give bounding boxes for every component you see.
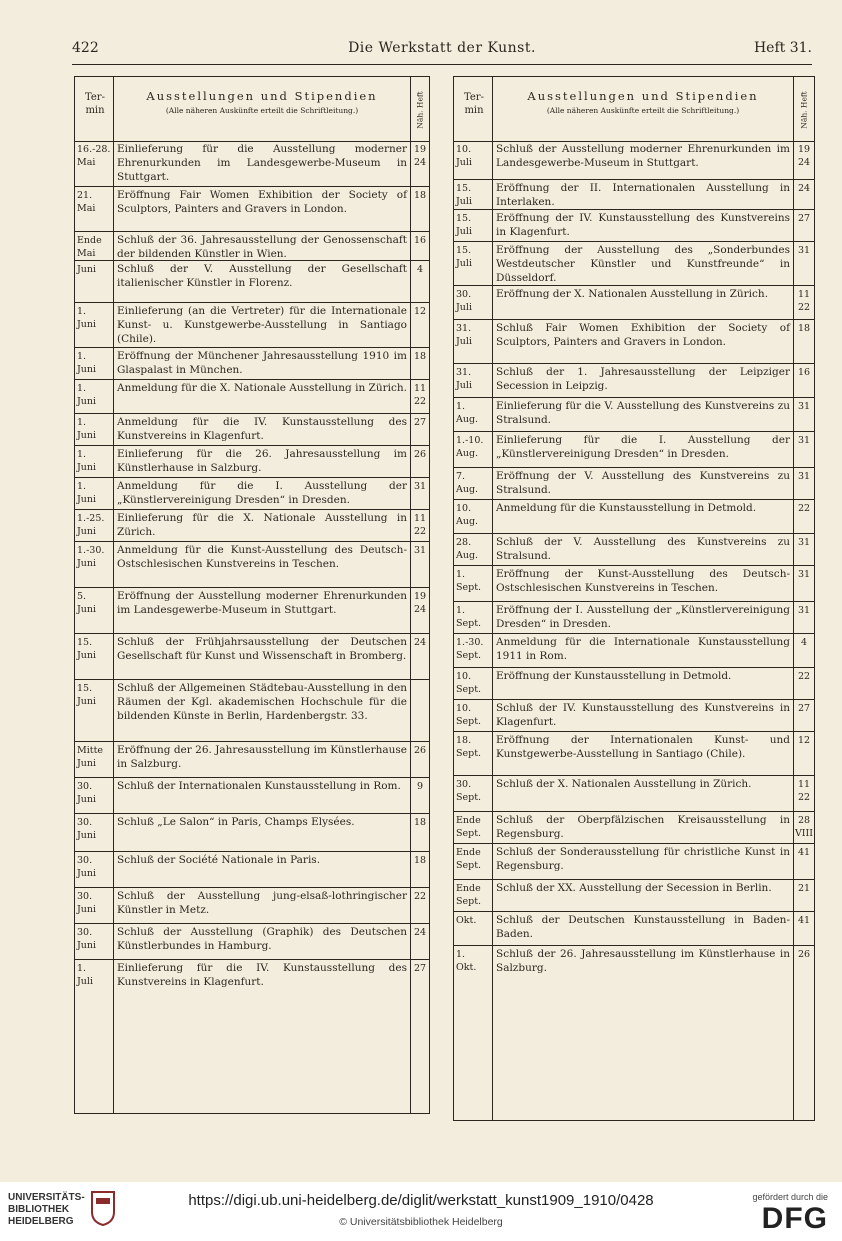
table-row [454,731,814,776]
row-term: 10. Sept. [456,703,482,727]
row-term: 30. Juni [77,781,97,805]
row-description: Schluß der V. Ausstellung der Gesellschaft italienischer Künstler in Florenz. [117,263,407,289]
row-description: Eröffnung der Ausstellung des „Sonderbundes Westdeutscher Künstler und Kunstfreunde“ in Düsseldorf. [496,244,790,284]
row-term: 1. Juni [77,306,97,330]
row-issue-refs: 24 [413,637,427,648]
table-row [75,302,429,348]
row-term: 1. Juni [77,351,97,375]
row-term: Juni [77,264,97,275]
row-description: Eröffnung Fair Women Exhibition der Society of Sculptors, Painters and Gravers in London. [117,189,407,215]
row-term: 1.-25. Juni [77,513,105,537]
row-description: Eröffnung der Kunstausstellung in Detmold. [496,670,732,682]
row-description: Eröffnung der Internationalen Kunst- und Kunstgewerbe-Ausstellung in Santiago (Chile). [496,734,790,760]
table-row [454,363,814,398]
copyright-text: © Universitätsbibliothek Heidelberg [339,1216,503,1228]
row-description: Eröffnung der X. Nationalen Ausstellung in Zürich. [496,288,769,300]
table-row [75,851,429,888]
table-row [75,477,429,510]
row-description: Einlieferung für die I. Ausstellung der „Künstlervereinigung Dresden“ in Dresden. [496,434,790,460]
row-term: 15. Juli [456,213,473,237]
row-issue-refs: 31 [797,569,811,580]
row-description: Schluß der 1. Jahresausstellung der Leipziger Secession in Leipzig. [496,366,790,392]
row-term: 31. Juli [456,367,473,391]
row-description: Einlieferung für die Ausstellung moderner Ehrenurkunden im Landesgewerbe-Museum in Stuttgart. [117,143,407,183]
row-term: 1. Sept. [456,605,482,629]
row-description: Schluß der 26. Jahresausstellung im Künstlerhause in Salzburg. [496,948,790,974]
row-issue-refs: 31 [797,471,811,482]
row-description: Eröffnung der 26. Jahresausstellung im Künstlerhause in Salzburg. [117,744,407,770]
row-description: Anmeldung für die Kunstausstellung in Detmold. [496,502,757,514]
table-row [75,587,429,634]
row-term: 15. Juli [456,183,473,207]
row-term: 30. Sept. [456,779,482,803]
header-issue-label: Näh. Heft [415,91,425,129]
footer-bar [0,1182,842,1241]
table-row [75,923,429,960]
row-issue-refs: 24 [413,927,427,938]
table-row [454,241,814,286]
row-term: 7. Aug. [456,471,479,495]
row-term: 1. Juni [77,417,97,441]
exhibitions-table-left [74,76,430,1114]
row-description: Eröffnung der V. Ausstellung des Kunstvereins zu Stralsund. [496,470,790,496]
table-row [75,541,429,588]
row-term: Okt. [456,915,477,926]
table-row [454,499,814,534]
table-row [75,887,429,924]
row-description: Anmeldung für die X. Nationale Ausstellung in Zürich. [117,382,407,394]
row-issue-refs: 31 [797,605,811,616]
row-description: Schluß der Ausstellung (Graphik) des Deutschen Künstlerbundes in Hamburg. [117,926,407,952]
header-title-block [494,89,792,115]
row-description: Schluß der Internationalen Kunstausstellung in Rom. [117,780,401,792]
header-term: Ter- min [85,92,105,116]
header-note: (Alle näheren Auskünfte erteilt die Schriftleitung.) [165,106,359,115]
table-row [75,379,429,414]
row-term: 1. Juni [77,481,97,505]
row-term: 1. Okt. [456,949,477,973]
row-issue-refs: 4 [416,264,424,275]
table-row [75,679,429,742]
table-row [75,141,429,186]
table-row [454,633,814,668]
row-issue-refs: 26 [413,449,427,460]
row-term: 15. Juni [77,683,97,707]
row-description: Schluß der IV. Kunstausstellung des Kunstvereins in Klagenfurt. [496,702,790,728]
row-description: Anmeldung für die I. Ausstellung der „Künstlervereinigung Dresden“ in Dresden. [117,480,407,506]
row-description: Schluß der Société Nationale in Paris. [117,854,321,866]
row-issue-refs: 16 [413,235,427,246]
table-row [75,186,429,232]
row-description: Schluß der V. Ausstellung des Kunstvereins zu Stralsund. [496,536,790,562]
row-issue-refs: 41 [797,847,811,858]
row-issue-refs: 31 [797,435,811,446]
row-issue-refs: 4 [800,637,808,648]
row-term: 15. Juni [77,637,97,661]
row-term: 1. Sept. [456,569,482,593]
row-description: Anmeldung für die Internationale Kunstausstellung 1911 in Rom. [496,636,790,662]
row-description: Anmeldung für die Kunst-Ausstellung des Deutsch-Ostschlesischen Kunstvereins in Teschen. [117,544,407,570]
header-term: Ter- min [464,92,484,116]
row-issue-refs: 12 [413,306,427,317]
row-term: 1. Aug. [456,401,479,425]
row-term: Ende Sept. [456,815,482,839]
header-issue-col [411,83,429,137]
table-row [454,397,814,432]
row-term: 10. Aug. [456,503,479,527]
row-issue-refs: 31 [413,481,427,492]
row-issue-refs: 27 [797,213,811,224]
table-row [454,601,814,634]
row-description: Schluß der Allgemeinen Städtebau-Ausstellung in den Räumen der Kgl. akademischen Hochschule für die bildenden Künste in Berlin, Hardenbergstr. 33. [117,682,407,722]
row-term: 1. Juni [77,449,97,473]
row-issue-refs: 11 22 [413,383,427,407]
row-description: Eröffnung der Ausstellung moderner Ehrenurkunden im Landesgewerbe-Museum in Stuttgart. [117,590,407,616]
table-row [454,775,814,812]
row-description: Eröffnung der Kunst-Ausstellung des Deutsch-Ostschlesischen Kunstvereins in Teschen. [496,568,790,594]
header-issue-col [795,83,813,137]
row-description: Schluß der Ausstellung moderner Ehrenurkunden im Landesgewerbe-Museum in Stuttgart. [496,143,790,169]
row-issue-refs: 26 [413,745,427,756]
row-issue-refs: 31 [413,545,427,556]
row-issue-refs: 9 [416,781,424,792]
row-issue-refs: 16 [797,367,811,378]
row-description: Schluß der Frühjahrsausstellung der Deutschen Gesellschaft für Kunst und Wissenschaft in Bromberg. [117,636,407,662]
row-description: Einlieferung (an die Vertreter) für die Internationale Kunst- u. Kunstgewerbe-Ausstellung in Santiago (Chile). [117,305,407,345]
row-description: Schluß der Sonderausstellung für christliche Kunst in Regensburg. [496,846,790,872]
row-issue-refs: 18 [413,190,427,201]
header-title: Ausstellungen und Stipendien [527,89,759,103]
table-row [454,945,814,982]
table-row [75,231,429,261]
row-issue-refs: 31 [797,401,811,412]
row-term: 30. Juni [77,927,97,951]
table-row [454,431,814,468]
table-row [75,347,429,380]
row-term: 10. Juli [456,144,473,168]
row-description: Schluß der Oberpfälzischen Kreisausstellung in Regensburg. [496,814,790,840]
dfg-logo: DFG [761,1202,828,1235]
library-logo-text: UNIVERSITÄTS- BIBLIOTHEK HEIDELBERG [8,1192,85,1227]
row-description: Eröffnung der Münchener Jahresausstellung 1910 im Glaspalast in München. [117,350,407,376]
row-issue-refs: 27 [413,417,427,428]
table-row [454,467,814,500]
row-issue-refs: 22 [797,671,811,682]
table-row [454,699,814,732]
row-issue-refs: 11 22 [797,779,811,803]
row-issue-refs: 27 [797,703,811,714]
header-title: Ausstellungen und Stipendien [146,89,378,103]
row-term: Ende Mai [77,235,102,259]
row-term: 16.-28. Mai [77,144,111,168]
row-term: 18. Sept. [456,735,482,759]
row-issue-refs: 21 [797,883,811,894]
table-row [75,777,429,814]
row-term: Ende Sept. [456,847,482,871]
row-term: 30. Juli [456,289,473,313]
page-number: 422 [72,40,99,56]
row-description: Eröffnung der IV. Kunstausstellung des Kunstvereins in Klagenfurt. [496,212,790,238]
table-row [75,445,429,478]
row-term: 10. Sept. [456,671,482,695]
row-issue-refs: 31 [797,245,811,256]
funded-by-text: gefördert durch die [752,1192,828,1202]
header-title-block [115,89,409,115]
row-description: Schluß der XX. Ausstellung der Secession in Berlin. [496,882,772,894]
row-issue-refs: 26 [797,949,811,960]
row-description: Schluß der 36. Jahresausstellung der Genossenschaft der bildenden Künstler in Wien. [117,234,407,260]
issue-label: Heft 31. [753,40,812,56]
row-term: 30. Juni [77,855,97,879]
row-term: 15. Juli [456,245,473,269]
row-issue-refs: 18 [413,351,427,362]
table-row [454,843,814,880]
row-term: 21. Mai [77,190,96,214]
table-row [454,879,814,912]
table-row [454,209,814,242]
row-term: 28. Aug. [456,537,479,561]
row-issue-refs: 28 VIII [794,815,814,839]
row-description: Schluß der X. Nationalen Ausstellung in Zürich. [496,778,752,790]
row-issue-refs: 41 [797,915,811,926]
row-description: Einlieferung für die IV. Kunstausstellung des Kunstvereins in Klagenfurt. [117,962,407,988]
table-row [454,911,814,946]
table-row [454,667,814,700]
row-issue-refs: 31 [797,537,811,548]
row-term: 5. Juni [77,591,97,615]
row-description: Einlieferung für die 26. Jahresausstellung im Künstlerhause in Salzburg. [117,448,407,474]
row-description: Schluß der Deutschen Kunstausstellung in Baden-Baden. [496,914,790,940]
table-row [454,811,814,844]
row-term: 1.-30. Sept. [456,637,484,661]
row-issue-refs: 22 [797,503,811,514]
table-row [75,633,429,680]
table-row [75,959,429,994]
header-note: (Alle näheren Auskünfte erteilt die Schriftleitung.) [546,106,740,115]
row-description: Anmeldung für die IV. Kunstausstellung des Kunstvereins in Klagenfurt. [117,416,407,442]
row-term: 1.-30. Juni [77,545,105,569]
header-rule [72,64,812,65]
row-description: Einlieferung für die X. Nationale Ausstellung in Zürich. [117,512,407,538]
row-description: Eröffnung der I. Ausstellung der „Künstlervereinigung Dresden“ in Dresden. [496,604,790,630]
table-header [454,77,814,142]
row-issue-refs: 18 [413,817,427,828]
source-url-link[interactable]: https://digi.ub.uni-heidelberg.de/diglit/werkstatt_kunst1909_1910/0428 [188,1192,654,1209]
table-row [454,285,814,320]
row-issue-refs: 18 [413,855,427,866]
row-issue-refs: 18 [797,323,811,334]
row-issue-refs: 22 [413,891,427,902]
table-row [454,141,814,179]
table-row [454,319,814,364]
row-term: 31. Juli [456,323,473,347]
row-description: Schluß Fair Women Exhibition der Society of Sculptors, Painters and Gravers in London. [496,322,790,348]
row-term: Mitte Juni [77,745,104,769]
row-term: 1.-10. Aug. [456,435,484,459]
row-term: 30. Juni [77,891,97,915]
row-issue-refs: 12 [797,735,811,746]
table-row [454,533,814,566]
row-description: Einlieferung für die V. Ausstellung des Kunstvereins zu Stralsund. [496,400,790,426]
table-row [75,813,429,852]
table-row [75,413,429,446]
row-term: 1. Juni [77,383,97,407]
table-row [75,260,429,303]
row-description: Schluß „Le Salon“ in Paris, Champs Elysées. [117,816,355,828]
row-issue-refs: 27 [413,963,427,974]
row-issue-refs: 19 24 [797,144,811,168]
table-row [454,179,814,210]
row-issue-refs: 11 22 [413,513,427,537]
exhibitions-table-right [453,76,815,1121]
table-row [454,565,814,602]
row-issue-refs: 19 24 [413,591,427,615]
row-issue-refs: 11 22 [797,289,811,313]
header-issue-label: Näh. Heft [799,91,809,129]
table-header [75,77,429,142]
journal-title: Die Werkstatt der Kunst. [348,40,536,56]
table-row [75,741,429,778]
row-description: Schluß der Ausstellung jung-elsaß-lothringischer Künstler in Metz. [117,890,407,916]
row-term: 30. Juni [77,817,97,841]
row-issue-refs: 19 24 [413,144,427,168]
row-term: 1. Juli [77,963,94,987]
page-header [72,40,812,62]
row-description: Eröffnung der II. Internationalen Ausstellung in Interlaken. [496,182,790,208]
row-term: Ende Sept. [456,883,482,907]
row-issue-refs: 24 [797,183,811,194]
table-row [75,509,429,542]
